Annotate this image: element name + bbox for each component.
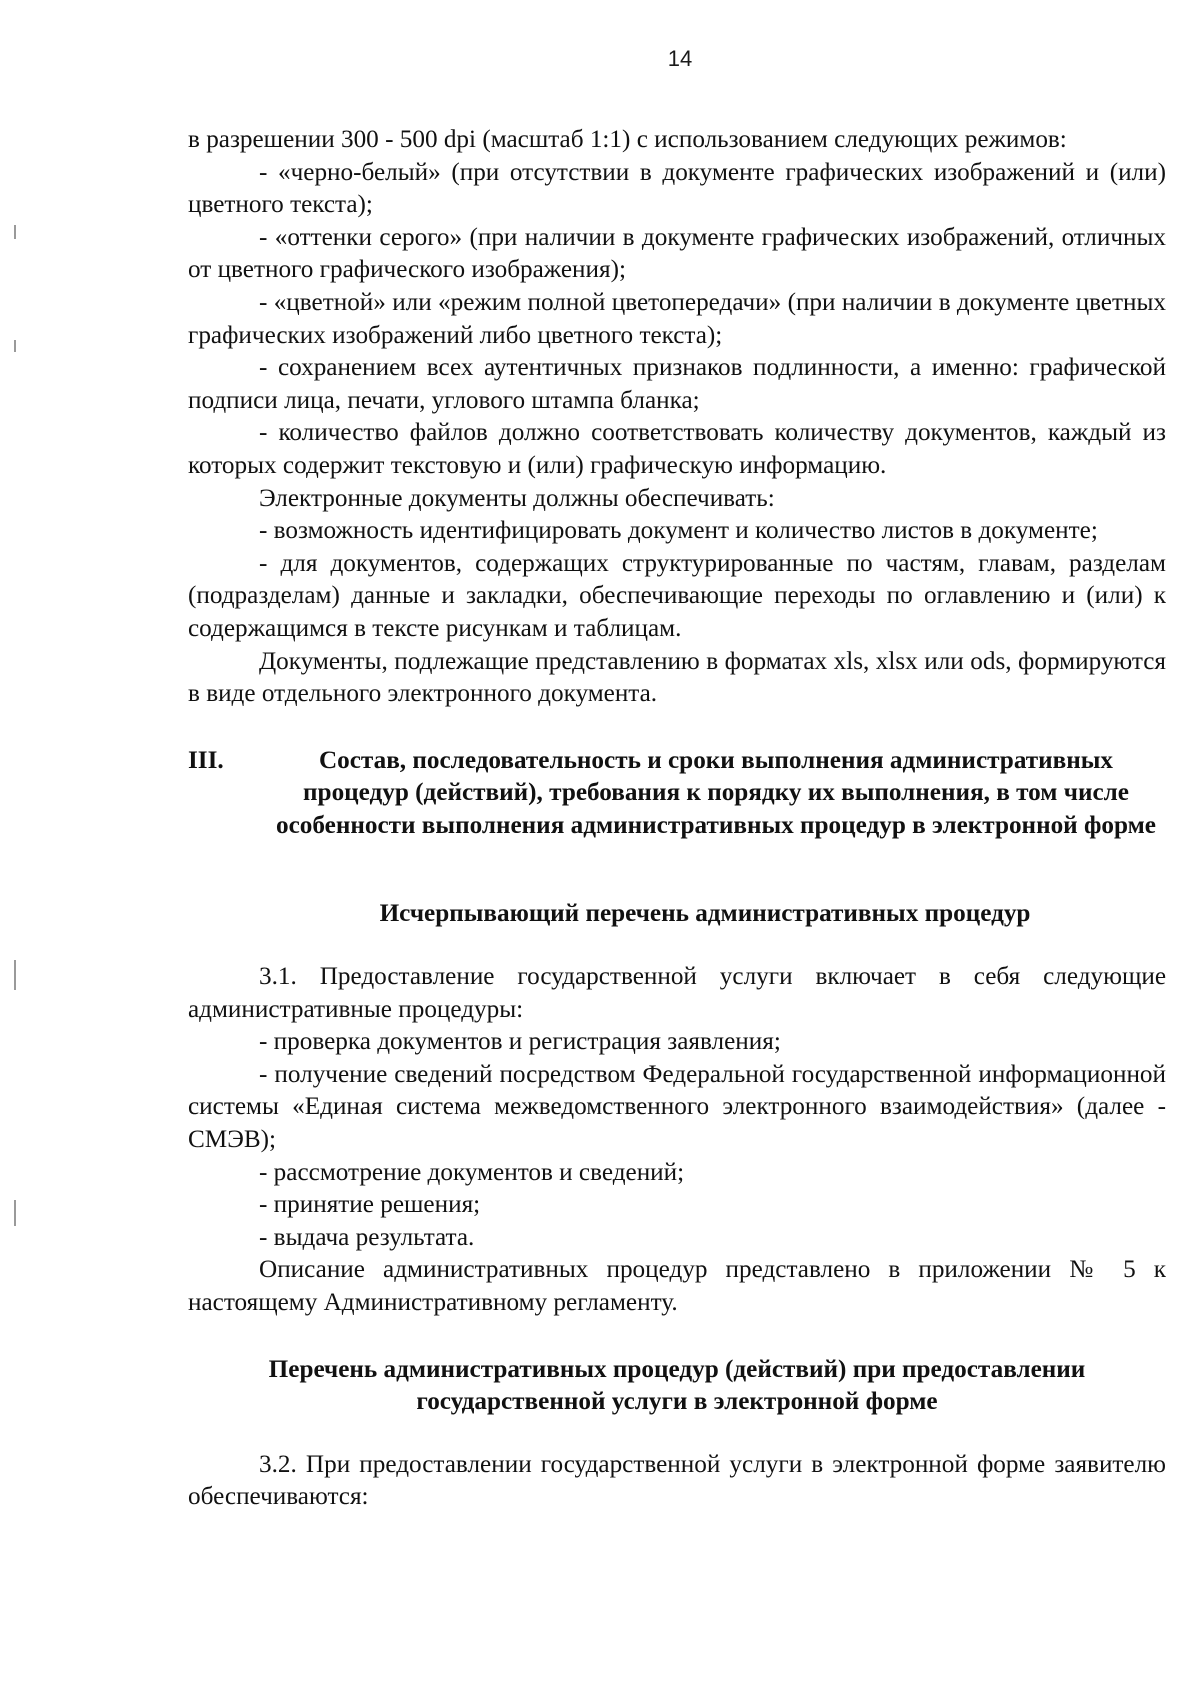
paragraph: Документы, подлежащие представлению в форматах xls, xlsx или ods, формируются в виде отдельного электронного документа. — [188, 647, 1166, 708]
section-heading — [188, 745, 1166, 843]
paragraph: 3.1. Предоставление государственной услуги включает в себя следующие административные процедуры: — [188, 963, 1166, 1023]
list-item: - принятие решения; — [259, 1191, 481, 1219]
paragraph: Электронные документы должны обеспечивать: — [259, 484, 775, 512]
paragraph: в разрешении 300 - 500 dpi (масштаб 1:1) с использованием следующих режимов: — [188, 126, 1067, 153]
scan-mark — [14, 340, 16, 352]
document-body — [188, 124, 1166, 1514]
paragraph: Описание административных процедур представлено в приложении № 5 к настоящему Административному регламенту. — [188, 1256, 1166, 1316]
scan-mark — [14, 225, 16, 239]
list-item: - «цветной» или «режим полной цветопередачи» (при наличии в документе цветных графических изображений либо цветного текста); — [188, 288, 1166, 349]
list-item: - количество файлов должно соответствовать количеству документов, каждый из которых содержит текстовую и (или) графическую информацию. — [188, 419, 1166, 479]
list-item: - «оттенки серого» (при наличии в документе графических изображений, отличных от цветного графического изображения); — [188, 223, 1166, 284]
scan-mark — [14, 960, 16, 990]
subheading: Исчерпывающий перечень административных процедур — [379, 900, 1031, 928]
list-item: - сохранением всех аутентичных признаков подлинности, а именно: графической подписи лица, печати, углового штампа бланка; — [188, 354, 1166, 414]
section-title: Состав, последовательность и сроки выполнения административных процедур (действий), требования к порядку их выполнения, в том числе особенности выполнения административных процедур в электронной форме — [276, 746, 1156, 839]
list-item: - выдача результата. — [259, 1223, 475, 1251]
page-number: 14 — [667, 46, 693, 71]
list-item: - рассмотрение документов и сведений; — [259, 1158, 685, 1186]
list-item: - для документов, содержащих структурированные по частям, главам, разделам (подразделам) данные и закладки, обеспечивающие переходы по оглавлению и (или) к содержащимся в тексте рисункам и таблицам. — [188, 549, 1166, 642]
paragraph: 3.2. При предоставлении государственной услуги в электронной форме заявителю обеспечиваются: — [188, 1450, 1166, 1511]
scan-mark — [14, 1200, 16, 1226]
list-item: - получение сведений посредством Федеральной государственной информационной системы «Единая система межведомственного электронного взаимодействия» (далее - СМЭВ); — [188, 1060, 1166, 1154]
list-item: - «черно-белый» (при отсутствии в документе графических изображений и (или) цветного текста); — [188, 158, 1166, 219]
section-number: III. — [188, 746, 224, 774]
list-item: - возможность идентифицировать документ и количество листов в документе; — [259, 517, 1098, 545]
list-item: - проверка документов и регистрация заявления; — [259, 1028, 781, 1056]
subheading: Перечень административных процедур (действий) при предоставлении государственной услуги в электронной форме — [268, 1355, 1086, 1416]
